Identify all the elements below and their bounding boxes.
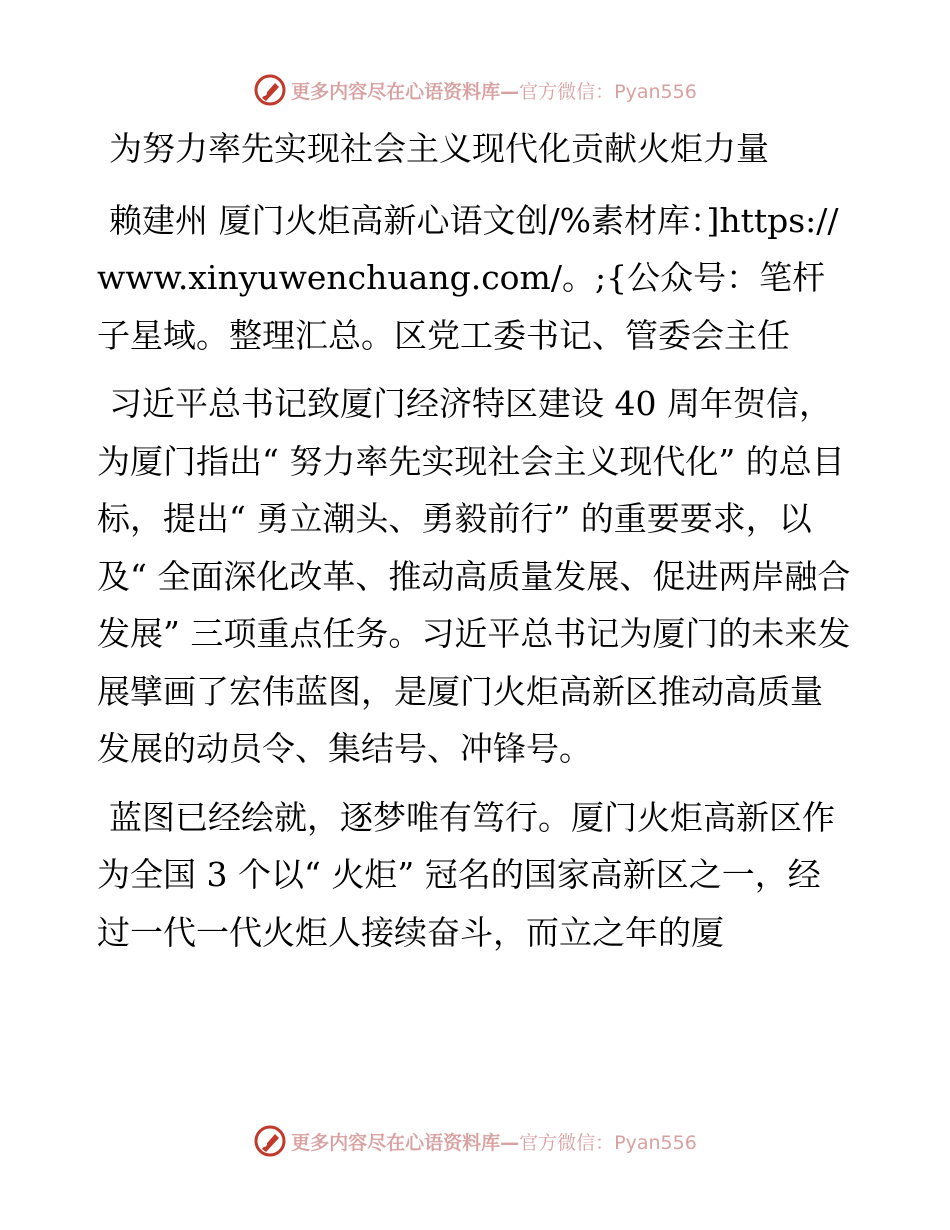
banner-wechat-text: 官方微信：Pyan556: [519, 80, 697, 103]
article-body: [97, 120, 853, 972]
article-title: 为努力率先实现社会主义现代化贡献火炬力量: [109, 129, 769, 168]
footer-watermark-banner: [0, 1121, 950, 1161]
header-watermark-banner: [0, 70, 950, 110]
pen-nib-logo-icon: [253, 73, 287, 107]
banner-site-text: 更多内容尽在心语资料库—: [291, 80, 520, 103]
banner-site-text: 更多内容尽在心语资料库—: [291, 1131, 520, 1154]
pen-nib-logo-icon: [253, 1124, 287, 1158]
article-paragraph-1: 习近平总书记致厦门经济特区建设 40 周年贺信，为厦门指出“ 努力率先实现社会主义现代化” 的总目标，提出“ 勇立潮头、勇毅前行” 的重要要求，以及“ 全面深化改革、推动高质量发展、促进两岸融合发展” 三项重点任务。习近平总书记为厦门的未来发展擘画了宏伟蓝图，是厦门火炬高新区推动高质量发展的动员令、集结号、冲锋号。: [97, 384, 851, 768]
banner-wechat-text: 官方微信：Pyan556: [519, 1131, 697, 1154]
article-byline: 赖建州 厦门火炬高新心语文创/%素材库：]https://www.xinyuwenchuang.com/。;{公众号：笔杆子星域。整理汇总。区党工委书记、管委会主任: [97, 200, 839, 355]
article-paragraph-2: 蓝图已经绘就，逐梦唯有笃行。厦门火炬高新区作为全国 3 个以“ 火炬” 冠名的国家高新区之一，经过一代一代火炬人接续奋斗，而立之年的厦: [97, 797, 835, 952]
